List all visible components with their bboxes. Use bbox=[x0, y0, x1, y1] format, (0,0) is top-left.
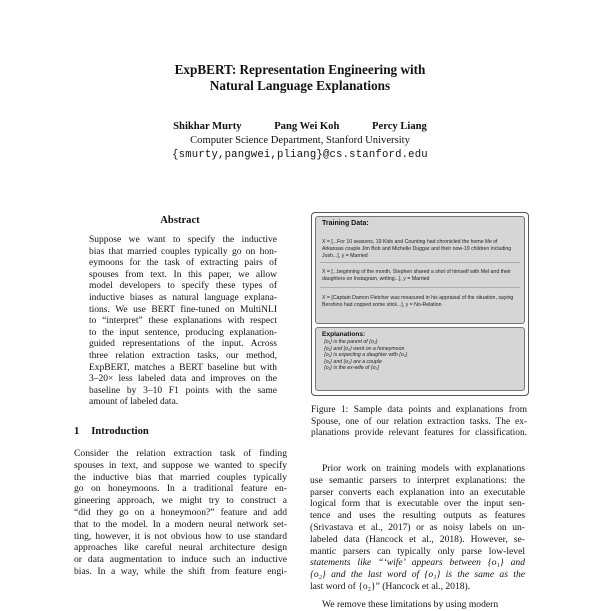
author-names bbox=[0, 120, 600, 134]
author-block bbox=[0, 120, 600, 162]
affiliation: Computer Science Department, Stanford University bbox=[190, 135, 410, 146]
body-line: logical form that is executable over the input sen- bbox=[310, 498, 525, 510]
explanation-item: {o₁} and {o₂} went on a honeymoon bbox=[324, 345, 405, 352]
figure-1 bbox=[311, 212, 529, 396]
author-name: Shikhar Murty bbox=[173, 121, 242, 132]
explanation-item: {o₁} and {o₂} are a couple bbox=[324, 358, 382, 365]
title-line: ExpBERT: Representation Engineering with bbox=[174, 62, 426, 77]
example-divider bbox=[320, 262, 520, 263]
introduction-body bbox=[74, 448, 287, 578]
abstract-heading: Abstract bbox=[160, 215, 200, 226]
body-line: approaches like careful neural architecture design bbox=[74, 542, 287, 554]
section-number: 1 bbox=[74, 426, 80, 437]
body-line: parser converts each explanation into an executable bbox=[310, 486, 525, 498]
abstract-line: baseline by 3–10 F1 points with the same bbox=[89, 385, 277, 396]
body-line: labeled data (Hancock et al., 2018). However, se- bbox=[310, 533, 525, 545]
body-line: “did they go on a honeymoon?” feature and add bbox=[74, 506, 287, 518]
explanation-item: {o₁} is the parent of {o₂} bbox=[324, 339, 378, 345]
body-line: go on honeymoons. In a traditional feature en- bbox=[74, 483, 287, 495]
author-name: Pang Wei Koh bbox=[274, 121, 340, 132]
training-example: X = [...For 10 seasons, 19 Kids and Counting had chronicled the home life of Arkansas couple Jim Bob and Michelle Duggar and their now-19 children including Josh...], y = Married bbox=[322, 239, 512, 259]
abstract-line: Suppose we want to specify the inductive bbox=[89, 235, 277, 245]
explanation-item: {o₁} is the ex-wife of {o₂} bbox=[324, 365, 380, 372]
abstract-line: bias that married couples typically go on hon- bbox=[89, 246, 277, 257]
section-heading-introduction bbox=[74, 426, 149, 437]
explanations-list bbox=[324, 339, 408, 372]
explanations-panel bbox=[315, 327, 525, 391]
abstract-line: ExpBERT, matches a BERT baseline but with bbox=[89, 362, 277, 373]
abstract-line: spouses from text. In this paper, we allow bbox=[89, 269, 277, 280]
right-column-body bbox=[310, 463, 525, 611]
author-emails: {smurty,pangwei,pliang}@cs.stanford.edu bbox=[172, 149, 428, 161]
body-line: Consider the relation extraction task of finding bbox=[74, 448, 287, 459]
abstract-body bbox=[89, 235, 277, 409]
figure-caption bbox=[311, 405, 527, 440]
body-line: that to the model. In a modern neural network set- bbox=[74, 518, 287, 530]
body-line: use semantic parsers to interpret explanations: the bbox=[310, 474, 525, 486]
training-example: X = [...beginning of the month, Stephen shared a shot of himself with Mel and their daughters on Instagram, writing...], y = Married bbox=[322, 269, 511, 282]
body-line: Prior work on training models with explanations bbox=[322, 463, 525, 474]
abstract-line: tions. We use BERT fine-tuned on MultiNLI bbox=[89, 304, 277, 315]
body-line: the inductive bias that married couples typically bbox=[74, 471, 287, 483]
explanation-item: {o₁} is expecting a daughter with {o₂} bbox=[324, 352, 408, 359]
training-data-panel bbox=[315, 216, 525, 324]
abstract-line: three relation extraction tasks, our method, bbox=[89, 350, 277, 361]
abstract-line: 3–20× less labeled data and improves on the bbox=[89, 374, 277, 385]
author-name: Percy Liang bbox=[372, 121, 427, 132]
body-line: spouses in text, and suppose we wanted to specify bbox=[74, 459, 287, 471]
body-line: bias. In a way, while the shift from feature engi- bbox=[74, 565, 287, 577]
body-line: gineering approach, we might try to construct a bbox=[74, 495, 287, 507]
abstract-line: guided representations of the input. Across bbox=[89, 339, 277, 350]
body-line: {o₂} and the last word of {o₁} is the same as the bbox=[310, 569, 525, 581]
body-line: or data augmentation to induce such an inductive bbox=[74, 554, 287, 566]
body-line: tence and uses the resulting outputs as features bbox=[310, 510, 525, 522]
abstract-line: to the input sentence, producing explanation- bbox=[89, 327, 277, 338]
caption-line: planations provide relevant features for classification. bbox=[311, 428, 527, 439]
body-line: statements like “‘wife’ appears between {o₁} and bbox=[310, 557, 525, 569]
body-line: last word of {o₂}” (Hancock et al., 2018). bbox=[310, 580, 471, 592]
abstract-line: to “interpret” these explanations with respect bbox=[89, 316, 277, 327]
training-data-heading: Training Data: bbox=[322, 220, 369, 227]
training-example: X = [Captain Damon Fletcher was measured in his appraisal of the situation, saying Bershino had copped some stick...], y = No-Relation bbox=[322, 295, 514, 308]
caption-line: Spouse, one of our relation extraction tasks. The ex- bbox=[311, 416, 527, 427]
caption-line: Figure 1: Sample data points and explanations from bbox=[311, 405, 527, 415]
explanations-heading: Explanations: bbox=[322, 331, 366, 338]
body-line: ting, however, it is not obvious how to use standard bbox=[74, 530, 287, 542]
abstract-line: eymoons for the task of extracting pairs of bbox=[89, 258, 277, 269]
body-line: We remove these limitations by using modern bbox=[322, 598, 499, 610]
body-line: (Srivastava et al., 2017) or as noisy labels on un- bbox=[310, 521, 525, 533]
abstract-line: amount of labeled data. bbox=[89, 397, 179, 408]
section-title: Introduction bbox=[91, 426, 149, 437]
body-line: mantic parsers can typically only parse low-level bbox=[310, 545, 525, 557]
paper-title bbox=[0, 62, 600, 94]
title-line: Natural Language Explanations bbox=[209, 78, 391, 93]
example-divider bbox=[320, 287, 520, 288]
abstract-line: model developers to specify these types of bbox=[89, 281, 277, 292]
abstract-line: inductive biases as natural language explana- bbox=[89, 292, 277, 303]
